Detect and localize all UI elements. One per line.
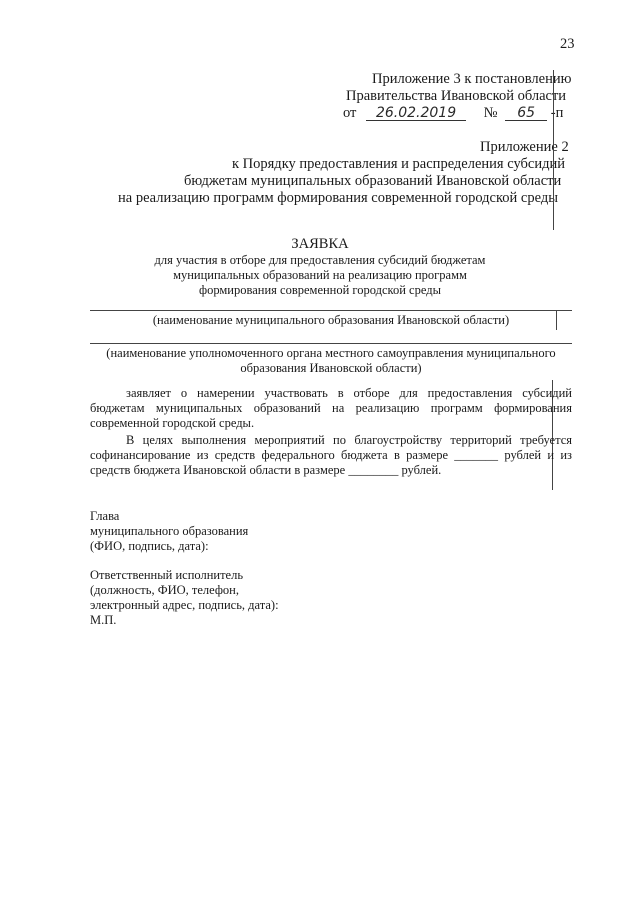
head-line-3: (ФИО, подпись, дата): xyxy=(90,539,209,553)
form-subtitle-1: для участия в отборе для предоставления субсидий бюджетам xyxy=(154,253,486,267)
head-line-2: муниципального образования xyxy=(90,524,249,538)
form-title: ЗАЯВКА xyxy=(291,236,349,252)
caption-authority-1: (наименование уполномоченного органа местного самоуправления муниципального xyxy=(106,346,556,360)
page-number: 23 xyxy=(560,36,575,52)
paragraph-1-line-1: заявляет о намерении участвовать в отборе для предоставления субсидий xyxy=(126,386,572,400)
appendix-line-3: на реализацию программ формирования современной городской среды xyxy=(118,190,558,206)
paragraph-1-line-2: бюджетам муниципальных образований на реализацию программ формирования xyxy=(90,401,572,415)
scan-edge-line xyxy=(553,70,554,230)
appendix-title: Приложение 2 xyxy=(480,139,569,155)
appendix-line-1: к Порядку предоставления и распределения субсидий xyxy=(232,156,566,172)
header-line-2: Правительства Ивановской области xyxy=(346,88,567,104)
from-label: от xyxy=(343,105,357,121)
paragraph-2-line-1: В целях выполнения мероприятий по благоустройству территорий требуется xyxy=(126,433,572,447)
handwritten-number: 65 xyxy=(505,106,547,121)
number-suffix: -п xyxy=(550,105,564,121)
paragraph-2-line-2: софинансирование из средств федерального бюджета в размере _______ рублей и из xyxy=(90,448,572,462)
executor-line-1: Ответственный исполнитель xyxy=(90,568,244,582)
paragraph-1-line-3: современной городской среды. xyxy=(90,416,255,430)
executor-line-3: электронный адрес, подпись, дата): xyxy=(90,598,279,612)
form-subtitle-2: муниципальных образований на реализацию программ xyxy=(173,268,467,282)
header-date-row xyxy=(343,105,563,122)
caption-authority-2: образования Ивановской области) xyxy=(240,361,422,375)
form-subtitle-3: формирования современной городской среды xyxy=(198,283,441,297)
handwritten-date: 26.02.2019 xyxy=(366,106,466,121)
executor-line-2: (должность, ФИО, телефон, xyxy=(90,583,239,597)
number-label: № xyxy=(483,105,498,121)
paragraph-2-line-3: средств бюджета Ивановской области в размере ________ рублей. xyxy=(90,463,442,477)
head-line-1: Глава xyxy=(90,509,120,523)
caption-municipality: (наименование муниципального образования Ивановской области) xyxy=(152,313,510,327)
fill-line-municipality xyxy=(90,310,572,311)
appendix-line-2: бюджетам муниципальных образований Ивановской области xyxy=(184,173,562,189)
stamp-placeholder: М.П. xyxy=(90,613,117,627)
fill-line-authority xyxy=(90,343,572,344)
header-line-1: Приложение 3 к постановлению xyxy=(372,71,572,87)
